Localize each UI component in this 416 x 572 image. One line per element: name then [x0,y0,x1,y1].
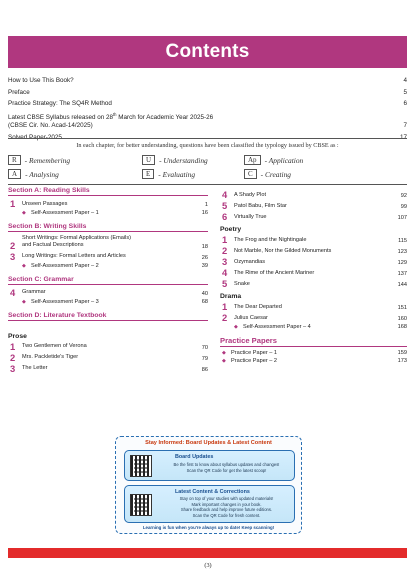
toc-row[interactable] [8,110,407,132]
section-heading: Section D: Literature Textbook [8,312,208,321]
chapter-page: 160 [397,315,407,322]
practice-paper-entry[interactable] [220,350,407,356]
diamond-bullet-icon: ◆ [22,298,26,305]
legend-item [142,155,208,165]
legend-item [244,155,303,165]
chapter-entry[interactable] [220,268,407,277]
self-assessment-entry[interactable] [8,210,208,216]
toc-page: 7 [403,122,407,130]
chapter-page: 99 [400,203,407,210]
chapter-title: Two Gentlemen of Verona [22,343,87,350]
diamond-bullet-icon: ◆ [22,262,26,269]
board-updates-card[interactable] [124,450,295,481]
legend-code: U [142,155,155,165]
chapter-page: 144 [397,281,407,288]
diamond-bullet-icon: ◆ [222,358,226,364]
practice-paper-entry[interactable] [220,358,407,364]
card-heading: Latest Content & Corrections [175,489,250,495]
chapter-page: 18 [201,243,208,250]
self-assessment-entry[interactable] [220,324,407,330]
chapter-number: 5 [222,278,228,289]
chapter-title: Not Marble, Nor the Gilded Monuments [234,247,332,254]
chapter-title: Virtually True [234,213,267,220]
chapter-number: 1 [10,198,16,209]
toc-row[interactable] [8,98,407,110]
practice-paper-page: 173 [397,358,407,364]
legend-label: - Evaluating [158,169,196,179]
chapter-page: 40 [201,290,208,297]
legend-label: - Remembering [24,155,71,165]
diamond-bullet-icon: ◆ [22,210,26,216]
page-title: Contents [165,41,250,62]
chapter-page: 92 [400,192,407,199]
chapter-title: The Letter [22,365,48,372]
front-matter-list [8,75,407,144]
chapter-page: 123 [397,248,407,255]
chapter-page: 1 [204,201,208,208]
qr-panel-title: Stay Informed: Board Updates & Latest Content [145,440,272,446]
toc-page: 4 [403,76,407,84]
chapter-number: 2 [10,239,16,251]
toc-title: How to Use This Book? [8,76,74,84]
chapter-title: Short Writings: Formal Applications (Emails) and Factual Descriptions [22,235,132,249]
chapter-entry[interactable] [220,302,407,311]
chapter-title: The Rime of the Ancient Mariner [234,269,315,276]
toc-page: 6 [403,100,407,108]
self-assessment-entry[interactable] [8,263,208,269]
divider [8,184,407,185]
chapter-page: 129 [397,259,407,266]
practice-paper-title: Practice Paper – 1 [231,350,278,356]
chapter-number: 1 [222,301,228,312]
chapter-title: A Shady Plot [234,191,267,198]
chapter-title: Ozymandias [234,258,266,265]
self-assessment-page: 68 [201,298,208,305]
chapter-entry[interactable] [8,252,208,261]
toc-title: Preface [8,88,30,96]
toc-title: Latest CBSE Syllabus released on 28th March for Academic Year 2025-26 (CBSE Cir. No. Acad-14/2025) [8,111,214,130]
typology-intro: In each chapter, for better understanding, questions have been classified the typology issued by CBSE as : [76,142,339,149]
chapter-page: 79 [201,355,208,362]
card-text: Be the first to know about syllabus updates and changes! Scan the QR Code for get the latest scoop! [173,462,280,473]
legend-item [8,155,70,165]
card-text: Stay on top of your studies with updated materials! Mark important changes in your book. Share feedback and help improve future editions. Scan the QR Code for fresh content. [179,496,274,519]
chapter-entry[interactable] [8,199,208,208]
self-assessment-title: Self-Assessment Paper – 2 [31,262,99,269]
chapter-title: Long Writings: Formal Letters and Articles [22,253,126,260]
toc-page: 5 [403,88,407,96]
chapter-number: 3 [10,250,16,262]
diamond-bullet-icon: ◆ [222,350,226,356]
chapter-number: 1 [222,234,228,245]
diamond-bullet-icon: ◆ [234,324,238,330]
chapter-entry[interactable] [220,201,407,210]
chapter-title: Patol Babu, Film Star [234,202,287,209]
self-assessment-page: 16 [201,210,208,216]
practice-papers-heading: Practice Papers [220,336,407,347]
self-assessment-title: Self-Assessment Paper – 3 [31,298,99,305]
legend-code: C [244,169,257,179]
toc-row[interactable] [8,75,407,87]
chapter-title: Mrs. Packletide's Tiger [22,354,79,361]
self-assessment-page: 39 [201,262,208,269]
chapter-number: 4 [10,286,16,298]
contents-banner [8,36,407,68]
chapter-entry[interactable] [220,190,407,199]
section-heading: Section A: Reading Skills [8,187,208,196]
self-assessment-page: 168 [397,324,407,330]
chapter-entry[interactable] [8,235,208,250]
self-assessment-entry[interactable] [8,299,208,305]
legend-label: - Analysing [25,169,59,179]
chapter-page: 151 [397,304,407,311]
chapter-entry[interactable] [8,353,208,362]
chapter-page: 137 [397,270,407,277]
chapter-title: Grammar [22,289,46,296]
chapter-page: 26 [201,254,208,261]
legend-item [142,169,195,179]
self-assessment-title: Self-Assessment Paper – 4 [243,324,311,330]
chapter-entry[interactable] [8,342,208,351]
chapter-number: 3 [10,362,16,374]
chapter-number: 4 [222,267,228,278]
qr-info-panel [115,436,302,534]
chapter-entry[interactable] [220,279,407,288]
card-heading: Board Updates [175,454,214,460]
toc-row[interactable] [8,87,407,99]
chapter-entry[interactable] [220,246,407,255]
chapter-number: 3 [222,256,228,267]
legend-code: E [142,169,154,179]
subsection-heading: Poetry [220,226,242,233]
chapter-page: 86 [201,366,208,373]
chapter-entry[interactable] [8,288,208,297]
self-assessment-title: Self-Assessment Paper – 1 [31,210,99,216]
chapter-title: The Frog and the Nightingale [234,236,307,243]
chapter-entry[interactable] [220,212,407,221]
chapter-number: 2 [222,245,228,256]
chapter-number: 2 [10,351,16,363]
page-number: (3) [204,562,212,569]
chapter-number: 4 [222,189,228,200]
footer-bar [8,548,407,558]
chapter-number: 2 [222,312,228,323]
divider [8,138,407,139]
legend-label: - Understanding [159,155,208,165]
chapter-number: 6 [222,211,228,222]
chapter-page: 107 [397,214,407,221]
section-heading: Section B: Writing Skills [8,223,208,232]
chapter-title: Julius Caesar [234,314,268,321]
chapter-page: 70 [201,344,208,351]
legend-label: - Creating [260,169,291,179]
legend-code: R [8,155,21,165]
practice-paper-title: Practice Paper – 2 [231,358,278,364]
qr-code-icon[interactable] [130,494,152,516]
chapter-entry[interactable] [220,313,407,322]
legend-code: A [8,169,21,179]
chapter-title: Unseen Passages [22,200,68,207]
legend-item [8,169,59,179]
chapter-entry[interactable] [8,364,208,373]
chapter-entry[interactable] [220,257,407,266]
practice-paper-page: 159 [397,350,407,356]
legend-code: Ap [244,155,261,165]
qr-panel-footer: Learning is fun when you're always up to date! Keep scanning! [142,525,275,530]
subsection-heading: Prose [8,332,27,340]
section-heading: Section C: Grammar [8,276,208,285]
toc-left-column [8,187,208,375]
latest-content-card[interactable] [124,485,295,523]
chapter-number: 5 [222,200,228,211]
subsection-heading: Drama [220,293,242,300]
legend-item [244,169,291,179]
qr-code-icon[interactable] [130,455,152,477]
chapter-page: 115 [398,237,407,244]
toc-title: Practice Strategy: The SQ4R Method [8,100,112,108]
chapter-title: The Dear Departed [234,303,282,310]
chapter-title: Snake [234,280,250,287]
toc-right-column [220,190,407,366]
chapter-entry[interactable] [220,235,407,244]
chapter-number: 1 [10,340,16,352]
legend-label: - Application [264,155,304,165]
